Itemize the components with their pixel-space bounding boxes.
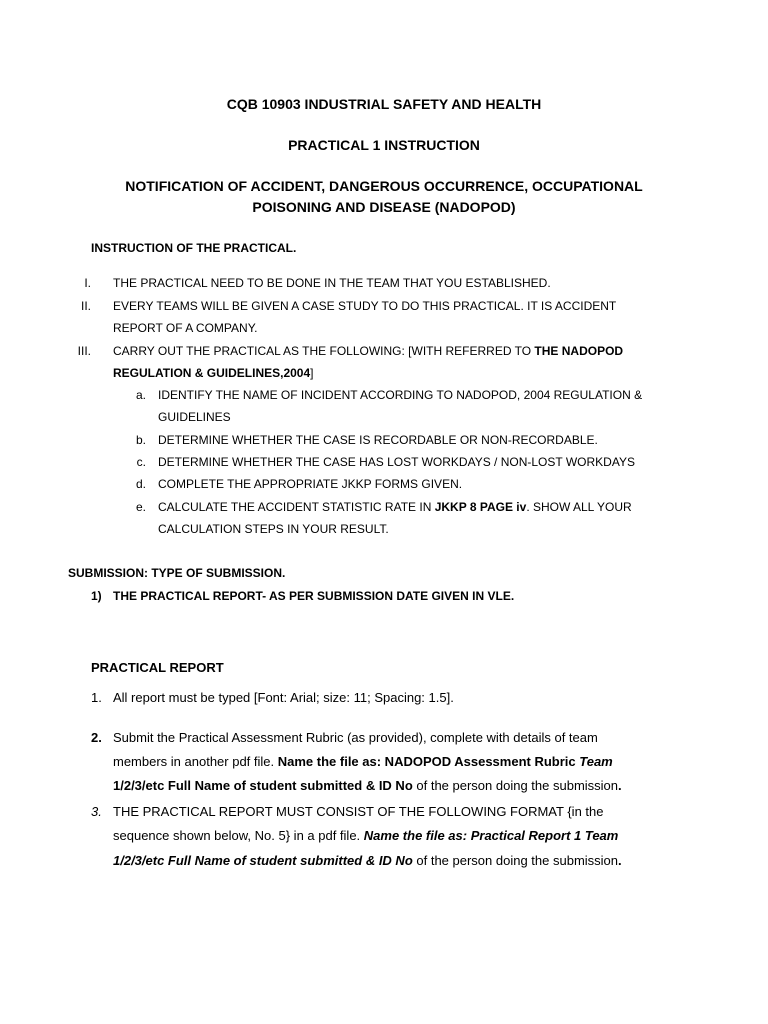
list-item-number: III. — [77, 344, 91, 358]
subitem-text: CALCULATE THE ACCIDENT STATISTIC RATE IN JKKP 8 PAGE iv. SHOW ALL YOUR — [158, 500, 632, 514]
report-item-text-continued: members in another pdf file. Name the file as: NADOPOD Assessment Rubric Team — [113, 754, 613, 769]
submission-item-number: 1) — [91, 589, 102, 603]
report-item-text: All report must be typed [Font: Arial; size: 11; Spacing: 1.5]. — [113, 690, 454, 705]
list-item-text-continued: REGULATION & GUIDELINES,2004] — [113, 366, 314, 380]
subitem-text: COMPLETE THE APPROPRIATE JKKP FORMS GIVEN. — [158, 477, 463, 491]
instruction-heading: INSTRUCTION OF THE PRACTICAL. — [91, 241, 297, 255]
list-item-text: EVERY TEAMS WILL BE GIVEN A CASE STUDY TO DO THIS PRACTICAL. IT IS ACCIDENT — [113, 299, 617, 313]
report-item-text: THE PRACTICAL REPORT MUST CONSIST OF THE FOLLOWING FORMAT {in the — [113, 804, 604, 819]
subitem-letter: e. — [135, 500, 146, 514]
submission-item-text: THE PRACTICAL REPORT- AS PER SUBMISSION DATE GIVEN IN VLE. — [113, 589, 515, 603]
report-heading: PRACTICAL REPORT — [91, 660, 224, 675]
topic-title-line1: NOTIFICATION OF ACCIDENT, DANGEROUS OCCURRENCE, OCCUPATIONAL — [125, 178, 643, 194]
practical-title: PRACTICAL 1 INSTRUCTION — [288, 137, 480, 153]
course-title: CQB 10903 INDUSTRIAL SAFETY AND HEALTH — [226, 96, 542, 112]
subitem-letter: a. — [135, 388, 146, 402]
report-item-number: 1. — [91, 690, 102, 705]
list-item-text: CARRY OUT THE PRACTICAL AS THE FOLLOWING: [WITH REFERRED TO THE NADOPOD — [113, 344, 624, 358]
report-item-text-continued: 1/2/3/etc Full Name of student submitted & ID No of the person doing the submission. — [113, 778, 622, 793]
list-item-text: THE PRACTICAL NEED TO BE DONE IN THE TEAM THAT YOU ESTABLISHED. — [113, 276, 551, 290]
topic-title-line2: POISONING AND DISEASE (NADOPOD) — [252, 199, 516, 215]
subitem-letter: c. — [136, 455, 146, 469]
submission-heading: SUBMISSION: TYPE OF SUBMISSION. — [68, 566, 286, 580]
list-item-number: I. — [84, 276, 91, 290]
subitem-text-continued: GUIDELINES — [158, 410, 231, 424]
list-item-text-continued: REPORT OF A COMPANY. — [113, 321, 258, 335]
subitem-text: IDENTIFY THE NAME OF INCIDENT ACCORDING TO NADOPOD, 2004 REGULATION & — [158, 388, 643, 402]
subitem-text: DETERMINE WHETHER THE CASE HAS LOST WORKDAYS / NON-LOST WORKDAYS — [158, 455, 635, 469]
subitem-text: DETERMINE WHETHER THE CASE IS RECORDABLE OR NON-RECORDABLE. — [158, 433, 598, 447]
report-item-number: 2. — [91, 730, 102, 745]
report-item-number: 3. — [91, 804, 102, 819]
subitem-text-continued: CALCULATION STEPS IN YOUR RESULT. — [158, 522, 389, 536]
report-item-text-continued: 1/2/3/etc Full Name of student submitted & ID No of the person doing the submission. — [113, 853, 622, 868]
report-item-text-continued: sequence shown below, No. 5} in a pdf file. Name the file as: Practical Report 1 Team — [113, 828, 619, 843]
subitem-letter: b. — [135, 433, 146, 447]
nadopod-reference: THE NADOPOD — [534, 344, 624, 358]
report-item-text: Submit the Practical Assessment Rubric (as provided), complete with details of team — [113, 730, 598, 745]
subitem-letter: d. — [135, 477, 146, 491]
jkkp-reference: JKKP 8 PAGE iv — [434, 500, 527, 514]
list-item-number: II. — [80, 299, 91, 313]
